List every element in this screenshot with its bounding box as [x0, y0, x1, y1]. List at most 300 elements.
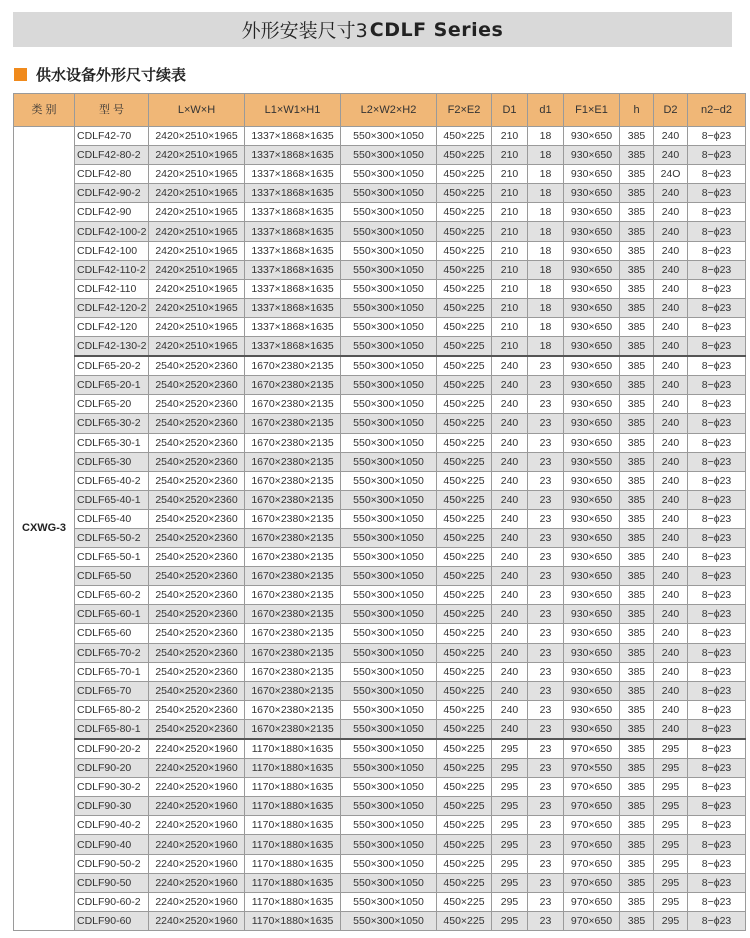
- value-cell: 210: [492, 260, 528, 279]
- model-cell: CDLF65-70-1: [75, 662, 149, 681]
- value-cell: 2540×2520×2360: [149, 605, 245, 624]
- value-cell: 1337×1868×1635: [245, 279, 341, 298]
- value-cell: 1337×1868×1635: [245, 337, 341, 357]
- model-cell: CDLF90-60-2: [75, 892, 149, 911]
- value-cell: 450×225: [437, 700, 492, 719]
- value-cell: 2540×2520×2360: [149, 700, 245, 719]
- value-cell: 2240×2520×1960: [149, 873, 245, 892]
- table-row: [14, 586, 746, 605]
- column-header: L×W×H: [149, 94, 245, 127]
- value-cell: 450×225: [437, 681, 492, 700]
- model-cell: CDLF42-100-2: [75, 222, 149, 241]
- value-cell: 240: [492, 700, 528, 719]
- column-header: D1: [492, 94, 528, 127]
- value-cell: 23: [528, 509, 564, 528]
- value-cell: 8−ϕ23: [688, 681, 746, 700]
- value-cell: 450×225: [437, 241, 492, 260]
- value-cell: 23: [528, 395, 564, 414]
- value-cell: 450×225: [437, 298, 492, 317]
- value-cell: 550×300×1050: [341, 892, 437, 911]
- value-cell: 295: [654, 873, 688, 892]
- value-cell: 930×650: [564, 509, 620, 528]
- table-row: [14, 739, 746, 759]
- value-cell: 450×225: [437, 376, 492, 395]
- value-cell: 240: [654, 356, 688, 376]
- value-cell: 23: [528, 605, 564, 624]
- value-cell: 23: [528, 567, 564, 586]
- value-cell: 23: [528, 911, 564, 930]
- value-cell: 1670×2380×2135: [245, 586, 341, 605]
- value-cell: 18: [528, 165, 564, 184]
- value-cell: 240: [654, 719, 688, 739]
- table-row: [14, 605, 746, 624]
- value-cell: 450×225: [437, 816, 492, 835]
- model-cell: CDLF65-80-2: [75, 700, 149, 719]
- value-cell: 2420×2510×1965: [149, 317, 245, 336]
- value-cell: 8−ϕ23: [688, 739, 746, 759]
- value-cell: 2540×2520×2360: [149, 509, 245, 528]
- banner-title: 外形安装尺寸3: [241, 20, 368, 42]
- value-cell: 450×225: [437, 835, 492, 854]
- table-row: [14, 203, 746, 222]
- model-cell: CDLF65-40-1: [75, 490, 149, 509]
- value-cell: 385: [620, 681, 654, 700]
- value-cell: 2540×2520×2360: [149, 528, 245, 547]
- value-cell: 385: [620, 260, 654, 279]
- dimension-table: [13, 93, 746, 931]
- model-cell: CDLF65-40: [75, 509, 149, 528]
- value-cell: 2420×2510×1965: [149, 337, 245, 357]
- model-cell: CDLF42-70: [75, 127, 149, 146]
- value-cell: 8−ϕ23: [688, 452, 746, 471]
- value-cell: 385: [620, 165, 654, 184]
- value-cell: 295: [654, 854, 688, 873]
- value-cell: 1337×1868×1635: [245, 222, 341, 241]
- value-cell: 8−ϕ23: [688, 509, 746, 528]
- value-cell: 385: [620, 184, 654, 203]
- value-cell: 8−ϕ23: [688, 376, 746, 395]
- value-cell: 8−ϕ23: [688, 662, 746, 681]
- value-cell: 550×300×1050: [341, 490, 437, 509]
- model-cell: CDLF65-60: [75, 624, 149, 643]
- value-cell: 240: [654, 624, 688, 643]
- value-cell: 295: [654, 797, 688, 816]
- value-cell: 2240×2520×1960: [149, 759, 245, 778]
- value-cell: 2540×2520×2360: [149, 548, 245, 567]
- value-cell: 240: [654, 471, 688, 490]
- table-row: [14, 127, 746, 146]
- value-cell: 550×300×1050: [341, 509, 437, 528]
- model-cell: CDLF65-30-2: [75, 414, 149, 433]
- value-cell: 2420×2510×1965: [149, 146, 245, 165]
- value-cell: 295: [492, 759, 528, 778]
- table-row: [14, 165, 746, 184]
- table-row: [14, 892, 746, 911]
- model-cell: CDLF90-30: [75, 797, 149, 816]
- value-cell: 450×225: [437, 528, 492, 547]
- value-cell: 550×300×1050: [341, 662, 437, 681]
- value-cell: 23: [528, 356, 564, 376]
- value-cell: 2420×2510×1965: [149, 203, 245, 222]
- value-cell: 930×650: [564, 146, 620, 165]
- orange-square-icon: [14, 68, 27, 81]
- value-cell: 550×300×1050: [341, 911, 437, 930]
- value-cell: 550×300×1050: [341, 127, 437, 146]
- value-cell: 550×300×1050: [341, 643, 437, 662]
- value-cell: 23: [528, 873, 564, 892]
- value-cell: 240: [492, 586, 528, 605]
- value-cell: 210: [492, 241, 528, 260]
- section-heading-text: 供水设备外形尺寸续表: [36, 65, 187, 84]
- value-cell: 210: [492, 279, 528, 298]
- banner-series: CDLF Series: [369, 18, 504, 41]
- value-cell: 8−ϕ23: [688, 719, 746, 739]
- value-cell: 1670×2380×2135: [245, 356, 341, 376]
- value-cell: 385: [620, 356, 654, 376]
- value-cell: 8−ϕ23: [688, 759, 746, 778]
- value-cell: 8−ϕ23: [688, 241, 746, 260]
- table-row: [14, 816, 746, 835]
- value-cell: 1670×2380×2135: [245, 509, 341, 528]
- value-cell: 295: [492, 873, 528, 892]
- value-cell: 240: [654, 222, 688, 241]
- value-cell: 240: [654, 260, 688, 279]
- value-cell: 23: [528, 778, 564, 797]
- value-cell: 1670×2380×2135: [245, 719, 341, 739]
- value-cell: 1337×1868×1635: [245, 184, 341, 203]
- value-cell: 450×225: [437, 739, 492, 759]
- value-cell: 930×650: [564, 279, 620, 298]
- column-header: D2: [654, 94, 688, 127]
- value-cell: 450×225: [437, 854, 492, 873]
- model-cell: CDLF65-40-2: [75, 471, 149, 490]
- value-cell: 550×300×1050: [341, 700, 437, 719]
- value-cell: 450×225: [437, 624, 492, 643]
- value-cell: 8−ϕ23: [688, 356, 746, 376]
- value-cell: 930×650: [564, 184, 620, 203]
- value-cell: 240: [492, 395, 528, 414]
- model-cell: CDLF42-110: [75, 279, 149, 298]
- column-header: h: [620, 94, 654, 127]
- value-cell: 8−ϕ23: [688, 873, 746, 892]
- value-cell: 385: [620, 624, 654, 643]
- value-cell: 2540×2520×2360: [149, 719, 245, 739]
- value-cell: 295: [492, 892, 528, 911]
- value-cell: 385: [620, 241, 654, 260]
- value-cell: 295: [492, 778, 528, 797]
- value-cell: 240: [654, 548, 688, 567]
- value-cell: 8−ϕ23: [688, 797, 746, 816]
- value-cell: 240: [654, 452, 688, 471]
- category-cell: CXWG-3: [14, 127, 75, 931]
- value-cell: 385: [620, 700, 654, 719]
- value-cell: 23: [528, 816, 564, 835]
- value-cell: 1337×1868×1635: [245, 260, 341, 279]
- value-cell: 240: [492, 662, 528, 681]
- value-cell: 240: [492, 528, 528, 547]
- value-cell: 240: [654, 567, 688, 586]
- value-cell: 1337×1868×1635: [245, 127, 341, 146]
- value-cell: 450×225: [437, 184, 492, 203]
- value-cell: 1670×2380×2135: [245, 605, 341, 624]
- value-cell: 550×300×1050: [341, 356, 437, 376]
- value-cell: 1670×2380×2135: [245, 414, 341, 433]
- value-cell: 385: [620, 146, 654, 165]
- value-cell: 1670×2380×2135: [245, 624, 341, 643]
- value-cell: 550×300×1050: [341, 739, 437, 759]
- value-cell: 450×225: [437, 127, 492, 146]
- value-cell: 240: [492, 490, 528, 509]
- value-cell: 240: [492, 643, 528, 662]
- value-cell: 240: [654, 184, 688, 203]
- value-cell: 550×300×1050: [341, 797, 437, 816]
- value-cell: 450×225: [437, 586, 492, 605]
- value-cell: 1170×1880×1635: [245, 816, 341, 835]
- value-cell: 550×300×1050: [341, 624, 437, 643]
- value-cell: 240: [492, 414, 528, 433]
- value-cell: 930×650: [564, 700, 620, 719]
- value-cell: 450×225: [437, 222, 492, 241]
- value-cell: 18: [528, 337, 564, 357]
- value-cell: 930×650: [564, 662, 620, 681]
- value-cell: 1670×2380×2135: [245, 471, 341, 490]
- value-cell: 8−ϕ23: [688, 643, 746, 662]
- value-cell: 295: [654, 778, 688, 797]
- value-cell: 210: [492, 317, 528, 336]
- value-cell: 385: [620, 452, 654, 471]
- value-cell: 550×300×1050: [341, 222, 437, 241]
- model-cell: CDLF65-50-1: [75, 548, 149, 567]
- value-cell: 8−ϕ23: [688, 605, 746, 624]
- value-cell: 8−ϕ23: [688, 490, 746, 509]
- value-cell: 550×300×1050: [341, 471, 437, 490]
- value-cell: 385: [620, 873, 654, 892]
- column-header: L2×W2×H2: [341, 94, 437, 127]
- value-cell: 8−ϕ23: [688, 184, 746, 203]
- value-cell: 23: [528, 452, 564, 471]
- value-cell: 2240×2520×1960: [149, 739, 245, 759]
- value-cell: 8−ϕ23: [688, 146, 746, 165]
- model-cell: CDLF42-130-2: [75, 337, 149, 357]
- value-cell: 550×300×1050: [341, 184, 437, 203]
- value-cell: 240: [654, 662, 688, 681]
- table-row: [14, 395, 746, 414]
- table-row: [14, 778, 746, 797]
- value-cell: 240: [654, 643, 688, 662]
- value-cell: 450×225: [437, 395, 492, 414]
- value-cell: 1670×2380×2135: [245, 681, 341, 700]
- value-cell: 2420×2510×1965: [149, 184, 245, 203]
- value-cell: 8−ϕ23: [688, 835, 746, 854]
- value-cell: 2240×2520×1960: [149, 816, 245, 835]
- value-cell: 450×225: [437, 203, 492, 222]
- value-cell: 450×225: [437, 873, 492, 892]
- table-row: [14, 337, 746, 357]
- value-cell: 450×225: [437, 165, 492, 184]
- value-cell: 210: [492, 222, 528, 241]
- value-cell: 930×650: [564, 586, 620, 605]
- value-cell: 240: [492, 433, 528, 452]
- value-cell: 240: [654, 605, 688, 624]
- value-cell: 930×650: [564, 222, 620, 241]
- value-cell: 930×650: [564, 203, 620, 222]
- value-cell: 23: [528, 376, 564, 395]
- value-cell: 18: [528, 203, 564, 222]
- value-cell: 385: [620, 643, 654, 662]
- table-row: [14, 356, 746, 376]
- value-cell: 550×300×1050: [341, 337, 437, 357]
- table-row: [14, 184, 746, 203]
- value-cell: 930×650: [564, 567, 620, 586]
- model-cell: CDLF65-20: [75, 395, 149, 414]
- table-row: [14, 279, 746, 298]
- value-cell: 970×550: [564, 759, 620, 778]
- value-cell: 970×650: [564, 816, 620, 835]
- model-cell: CDLF42-90-2: [75, 184, 149, 203]
- value-cell: 930×650: [564, 337, 620, 357]
- value-cell: 385: [620, 376, 654, 395]
- value-cell: 8−ϕ23: [688, 586, 746, 605]
- value-cell: 450×225: [437, 719, 492, 739]
- value-cell: 240: [654, 414, 688, 433]
- value-cell: 385: [620, 605, 654, 624]
- value-cell: 240: [654, 490, 688, 509]
- value-cell: 550×300×1050: [341, 778, 437, 797]
- value-cell: 240: [492, 567, 528, 586]
- value-cell: 2540×2520×2360: [149, 433, 245, 452]
- value-cell: 450×225: [437, 797, 492, 816]
- value-cell: 1337×1868×1635: [245, 146, 341, 165]
- model-cell: CDLF42-110-2: [75, 260, 149, 279]
- value-cell: 210: [492, 203, 528, 222]
- value-cell: 930×650: [564, 548, 620, 567]
- value-cell: 1337×1868×1635: [245, 317, 341, 336]
- value-cell: 1670×2380×2135: [245, 528, 341, 547]
- table-row: [14, 835, 746, 854]
- value-cell: 2240×2520×1960: [149, 835, 245, 854]
- value-cell: 385: [620, 279, 654, 298]
- value-cell: 385: [620, 835, 654, 854]
- column-header: d1: [528, 94, 564, 127]
- value-cell: 550×300×1050: [341, 317, 437, 336]
- value-cell: 385: [620, 471, 654, 490]
- table-row: [14, 911, 746, 930]
- value-cell: 8−ϕ23: [688, 337, 746, 357]
- model-cell: CDLF42-90: [75, 203, 149, 222]
- value-cell: 240: [654, 376, 688, 395]
- value-cell: 240: [654, 586, 688, 605]
- value-cell: 385: [620, 586, 654, 605]
- value-cell: 385: [620, 298, 654, 317]
- model-cell: CDLF42-120-2: [75, 298, 149, 317]
- column-header: 类 别: [14, 94, 75, 127]
- value-cell: 450×225: [437, 337, 492, 357]
- value-cell: 2540×2520×2360: [149, 356, 245, 376]
- value-cell: 550×300×1050: [341, 605, 437, 624]
- value-cell: 930×650: [564, 395, 620, 414]
- value-cell: 18: [528, 298, 564, 317]
- value-cell: 240: [492, 452, 528, 471]
- value-cell: 1670×2380×2135: [245, 567, 341, 586]
- value-cell: 930×650: [564, 356, 620, 376]
- column-header: F1×E1: [564, 94, 620, 127]
- value-cell: 550×300×1050: [341, 395, 437, 414]
- value-cell: 930×650: [564, 433, 620, 452]
- value-cell: 450×225: [437, 892, 492, 911]
- model-cell: CDLF65-20-1: [75, 376, 149, 395]
- value-cell: 8−ϕ23: [688, 395, 746, 414]
- value-cell: 930×650: [564, 624, 620, 643]
- value-cell: 240: [492, 471, 528, 490]
- value-cell: 970×650: [564, 778, 620, 797]
- value-cell: 970×650: [564, 854, 620, 873]
- value-cell: 385: [620, 739, 654, 759]
- value-cell: 385: [620, 317, 654, 336]
- value-cell: 24O: [654, 165, 688, 184]
- value-cell: 240: [654, 241, 688, 260]
- value-cell: 1170×1880×1635: [245, 759, 341, 778]
- table-row: [14, 376, 746, 395]
- value-cell: 8−ϕ23: [688, 127, 746, 146]
- value-cell: 210: [492, 184, 528, 203]
- value-cell: 385: [620, 567, 654, 586]
- value-cell: 930×650: [564, 605, 620, 624]
- model-cell: CDLF65-20-2: [75, 356, 149, 376]
- value-cell: 295: [654, 816, 688, 835]
- value-cell: 23: [528, 471, 564, 490]
- value-cell: 8−ϕ23: [688, 854, 746, 873]
- value-cell: 23: [528, 797, 564, 816]
- value-cell: 8−ϕ23: [688, 279, 746, 298]
- model-cell: CDLF90-40: [75, 835, 149, 854]
- value-cell: 385: [620, 911, 654, 930]
- value-cell: 1670×2380×2135: [245, 452, 341, 471]
- value-cell: 240: [654, 298, 688, 317]
- value-cell: 385: [620, 509, 654, 528]
- value-cell: 385: [620, 222, 654, 241]
- table-body: [14, 127, 746, 931]
- value-cell: 550×300×1050: [341, 854, 437, 873]
- model-cell: CDLF42-80-2: [75, 146, 149, 165]
- value-cell: 385: [620, 662, 654, 681]
- model-cell: CDLF65-70-2: [75, 643, 149, 662]
- column-header: L1×W1×H1: [245, 94, 341, 127]
- value-cell: 23: [528, 433, 564, 452]
- value-cell: 8−ϕ23: [688, 548, 746, 567]
- value-cell: 550×300×1050: [341, 241, 437, 260]
- value-cell: 930×650: [564, 298, 620, 317]
- value-cell: 450×225: [437, 567, 492, 586]
- value-cell: 23: [528, 548, 564, 567]
- value-cell: 930×650: [564, 681, 620, 700]
- value-cell: 240: [654, 146, 688, 165]
- model-cell: CDLF65-50-2: [75, 528, 149, 547]
- value-cell: 385: [620, 395, 654, 414]
- section-heading: [14, 64, 186, 84]
- value-cell: 240: [492, 548, 528, 567]
- value-cell: 8−ϕ23: [688, 892, 746, 911]
- value-cell: 23: [528, 759, 564, 778]
- model-cell: CDLF65-80-1: [75, 719, 149, 739]
- value-cell: 23: [528, 414, 564, 433]
- value-cell: 23: [528, 681, 564, 700]
- value-cell: 550×300×1050: [341, 414, 437, 433]
- value-cell: 8−ϕ23: [688, 567, 746, 586]
- value-cell: 1670×2380×2135: [245, 376, 341, 395]
- page-banner: [13, 12, 732, 47]
- value-cell: 930×650: [564, 643, 620, 662]
- value-cell: 1670×2380×2135: [245, 395, 341, 414]
